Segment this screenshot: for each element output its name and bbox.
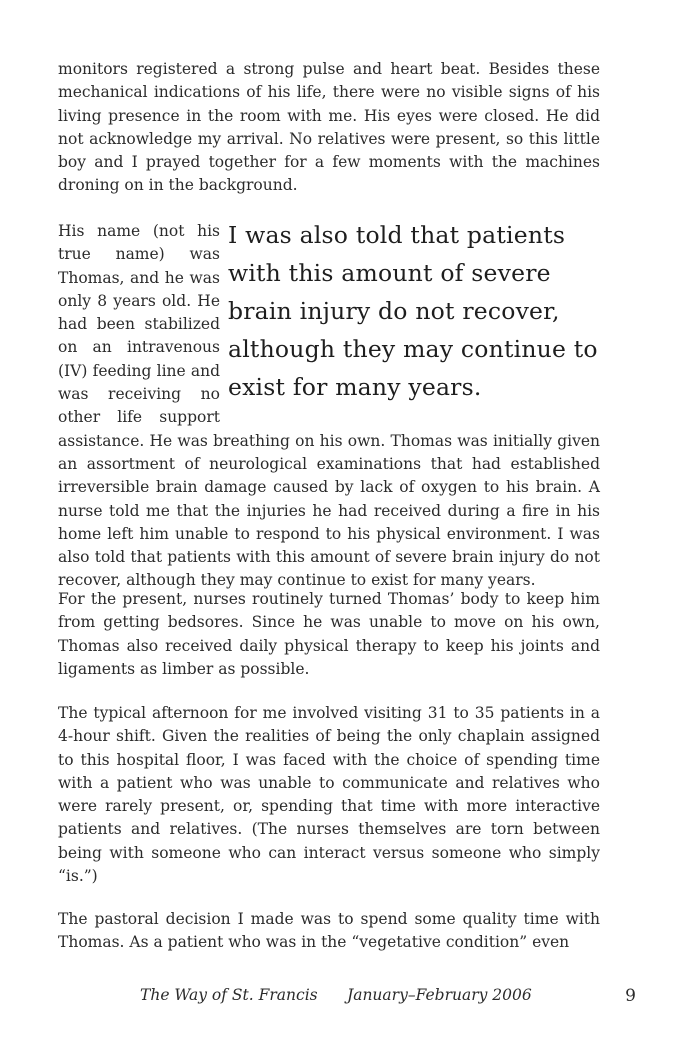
paragraph-3: For the present, nurses routinely turned Thomas’ body to keep him from getting bedsores. Since he was unable to move on his own, Thomas also received daily physical therapy to keep his joints and ligaments as limber as possible. [58,590,600,678]
pull-quote: I was also told that patients with this amount of severe brain injury do not recover, although they may continue to exist for many years. [228,221,598,401]
page-footer [0,986,685,1010]
page-number: 9 [625,986,636,1006]
paragraph-2-block [58,220,600,593]
paragraph-2: His name (not his true name) was Thomas, and he was only 8 years old. He had been stabilized on an intravenous (IV) feeding line and was receiving no other life support assistance. He was breathing on his own. Thomas was initially given an assortment of neurological examinations that had established irreversible brain damage caused by lack of oxygen to his brain. A nurse told me that the injuries he had received during a fire in his home left him unable to respond to his physical environment. I was also told that patients with this amount of severe brain injury do not recover, although they may continue to exist for many years. [58,222,600,590]
paragraph-5: The pastoral decision I made was to spend some quality time with Thomas. As a patient who was in the “vegetative condition” even [58,910,600,952]
paragraph-1: monitors registered a strong pulse and heart beat. Besides these mechanical indications of his life, there were no visible signs of his living presence in the room with me. His eyes were closed. He did not acknowledge my arrival. No relatives were present, so this little boy and I prayed together for a few moments with the machines droning on in the background. [58,60,600,195]
publication-title: The Way of St. Francis [140,986,318,1004]
paragraph-4: The typical afternoon for me involved visiting 31 to 35 patients in a 4-hour shift. Given the realities of being the only chaplain assigned to this hospital floor, I was faced with the choice of spending time with a patient who was unable to communicate and relatives who were rarely present, or, spending that time with more interactive patients and relatives. (The nurses themselves are torn between being with someone who can interact versus someone who simply “is.”) [58,704,600,886]
issue-date: January–February 2006 [347,986,532,1004]
